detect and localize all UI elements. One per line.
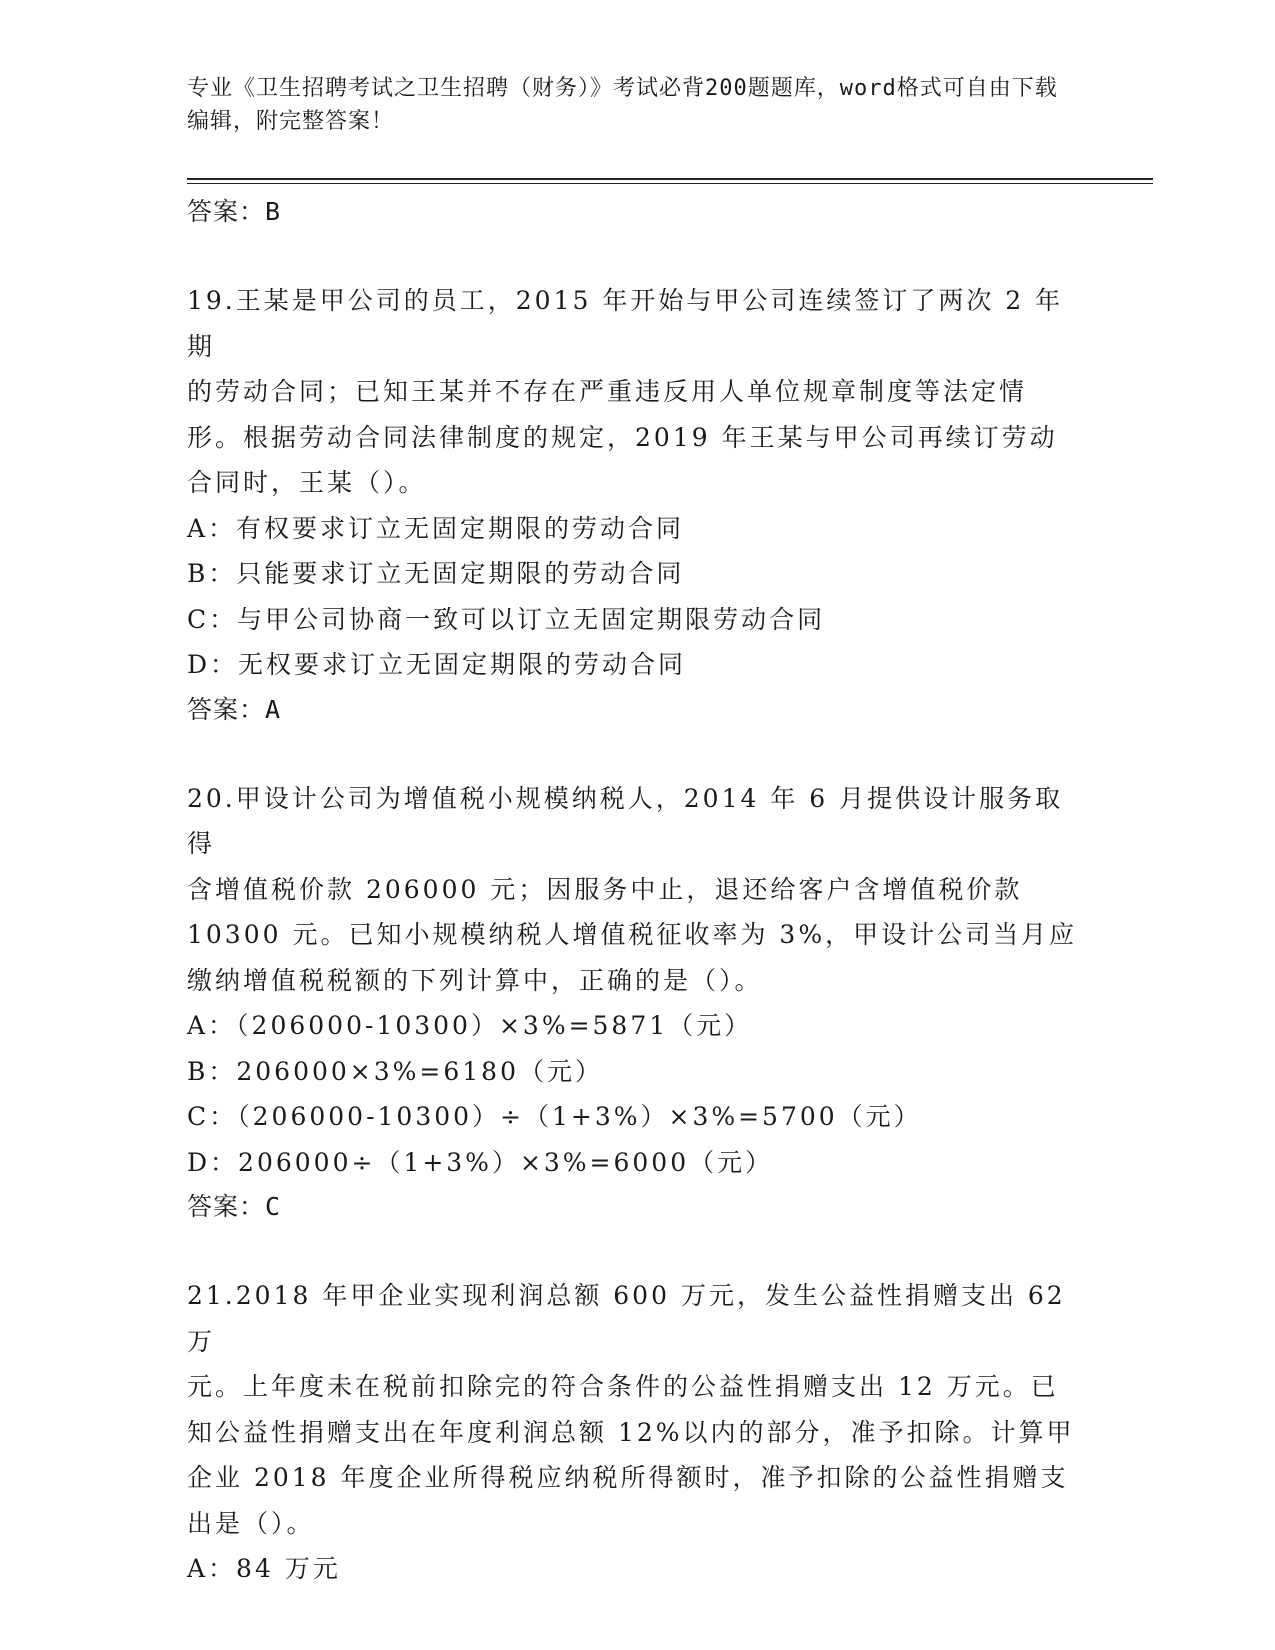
option-b: B：206000×3%=6180（元） <box>187 1056 603 1086</box>
question-20 <box>187 776 1087 1230</box>
question-stem-line: 形。根据劳动合同法律制度的规定，2019 年王某与甲公司再续订劳动 <box>187 422 1058 452</box>
question-stem-line: 的劳动合同；已知王某并不存在严重违反用人单位规章制度等法定情 <box>187 377 1028 406</box>
question-stem-line: 企业 2018 年度企业所得税应纳税所得额时，准予扣除的公益性捐赠支 <box>187 1463 1069 1492</box>
question-stem-line: 合同时，王某（）。 <box>187 468 427 497</box>
question-stem-line: 出是（）。 <box>187 1508 315 1538</box>
question-stem-line: 元。上年度未在税前扣除完的符合条件的公益性捐赠支出 12 万元。已 <box>187 1372 1059 1401</box>
option-a: A：84 万元 <box>187 1554 341 1583</box>
option-a: A：（206000-10300）×3%=5871（元） <box>187 1011 753 1040</box>
question-stem-line: 知公益性捐赠支出在年度利润总额 12%以内的部分，准予扣除。计算甲 <box>187 1417 1075 1447</box>
option-a: A：有权要求订立无固定期限的劳动合同 <box>187 513 685 543</box>
option-c: C：与甲公司协商一致可以订立无固定期限劳动合同 <box>187 604 826 634</box>
question-content <box>187 190 1087 1592</box>
spacer <box>187 234 1087 278</box>
spacer <box>187 732 1087 776</box>
answer: 答案：A <box>187 694 282 724</box>
question-stem-line: 20.甲设计公司为增值税小规模纳税人，2014 年 6 月提供设计服务取得 <box>187 783 1064 858</box>
spacer <box>187 1229 1087 1273</box>
header-rule-thick <box>187 178 1153 180</box>
question-21 <box>187 1273 1087 1592</box>
question-stem-line: 含增值税价款 206000 元；因服务中止，退还给客户含增值税价款 <box>187 874 1023 904</box>
question-19 <box>187 278 1087 732</box>
question-stem-line: 21.2018 年甲企业实现利润总额 600 万元，发生公益性捐赠支出 62 万 <box>187 1281 1066 1356</box>
question-stem-line: 19.王某是甲公司的员工，2015 年开始与甲公司连续签订了两次 2 年期 <box>187 286 1064 361</box>
question-stem-line: 10300 元。已知小规模纳税人增值税征收率为 3%，甲设计公司当月应 <box>187 920 1078 949</box>
option-b: B：只能要求订立无固定期限的劳动合同 <box>187 559 685 588</box>
question-stem-line: 缴纳增值税税额的下列计算中，正确的是（）。 <box>187 965 763 995</box>
document-header: 专业《卫生招聘考试之卫生招聘（财务）》考试必背200题题库，word格式可自由下载编辑，附完整答案！ <box>187 76 1058 134</box>
header-rule-thin <box>187 183 1153 184</box>
option-c: C：（206000-10300）÷（1+3%）×3%=5700（元） <box>187 1102 922 1131</box>
answer: 答案：C <box>187 1192 282 1221</box>
option-d: D：无权要求订立无固定期限的劳动合同 <box>187 650 687 679</box>
option-d: D：206000÷（1+3%）×3%=6000（元） <box>187 1147 774 1177</box>
previous-answer: 答案：B <box>187 197 282 226</box>
